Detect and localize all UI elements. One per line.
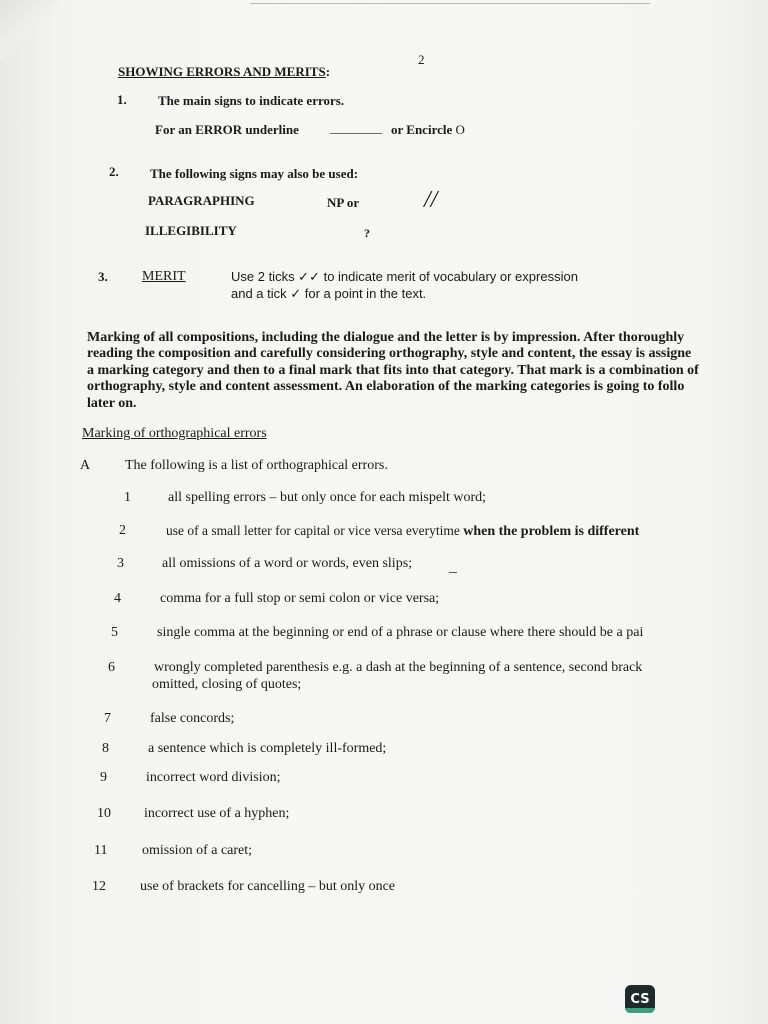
paragraph-line: Marking of all compositions, including the dialogue and the letter is by impression. After thoroughly	[87, 330, 685, 345]
section3-number: 3.	[98, 269, 108, 284]
error-instruction: For an ERROR underline	[155, 122, 299, 137]
error-number: 5	[111, 625, 118, 640]
scanner-logo	[625, 985, 655, 1013]
error-item: omission of a caret;	[142, 843, 253, 858]
section1-title: The main signs to indicate errors.	[158, 93, 345, 108]
paragraph-line: reading the composition and carefully considering orthography, style and content, the essay is assigne	[87, 346, 692, 362]
error-number: 8	[102, 741, 109, 756]
error-number: 11	[94, 843, 108, 858]
error-item: incorrect word division;	[146, 770, 281, 785]
paragraph-symbol: //	[424, 187, 438, 213]
paragraph-line: later on.	[87, 395, 137, 411]
error-number: 2	[119, 523, 126, 538]
encircle-label: or Encircle	[391, 122, 453, 137]
heading-colon: :	[325, 64, 331, 79]
orthography-heading: Marking of orthographical errors	[82, 426, 267, 441]
error-item: single comma at the beginning or end of a phrase or clause where there should be a pai	[157, 625, 644, 640]
illegibility-label: ILLEGIBILITY	[145, 223, 237, 238]
section1-number: 1.	[117, 92, 127, 107]
error-number: 4	[114, 591, 121, 606]
page-number: 2	[418, 52, 425, 67]
underline-blank: ________	[330, 120, 382, 135]
error-item: use of brackets for cancelling – but only once	[140, 879, 396, 894]
error-number: 7	[104, 711, 111, 726]
encircle-text	[391, 122, 465, 138]
error-number: 12	[92, 879, 106, 894]
error-item: all spelling errors – but only once for each mispelt word;	[168, 490, 487, 505]
top-edge-line	[250, 3, 650, 4]
error-item: incorrect use of a hyphen;	[144, 806, 290, 821]
error-item-bold-tail: when the problem is different	[463, 524, 640, 539]
error-number: 1	[124, 490, 131, 505]
error-item	[166, 523, 639, 540]
circle-symbol: O	[455, 122, 465, 137]
paragraph-line: a marking category and then to a final mark that fits into that category. That mark is a combination of	[87, 362, 699, 378]
merit-line-2: and a tick ✓ for a point in the text.	[231, 286, 427, 301]
stray-mark	[449, 572, 457, 573]
merit-label: MERIT	[142, 269, 186, 284]
folded-corner	[0, 0, 60, 60]
section2-title: The following signs may also be used:	[150, 166, 359, 181]
error-number: 9	[100, 770, 107, 785]
error-item: all omissions of a word or words, even slips;	[162, 556, 413, 571]
scanner-logo-text: CS	[630, 991, 650, 1007]
error-item: a sentence which is completely ill-formed;	[148, 741, 387, 756]
error-item: comma for a full stop or semi colon or vice versa;	[160, 591, 440, 606]
error-number: 10	[97, 806, 111, 821]
list-letter: A	[80, 458, 91, 473]
error-item: false concords;	[150, 711, 235, 726]
merit-line-1: Use 2 ticks ✓✓ to indicate merit of vocabulary or expression	[231, 269, 578, 284]
paragraphing-sign: NP or	[327, 195, 360, 210]
paragraph-line: orthography, style and content assessment. An elaboration of the marking categories is going to follo	[87, 379, 685, 395]
impression-paragraph	[87, 330, 703, 412]
heading-text: SHOWING ERRORS AND MERITS	[118, 64, 326, 79]
error-item-text: use of a small letter for capital or vice versa everytime	[166, 523, 460, 538]
section2-number: 2.	[109, 164, 119, 179]
illegibility-sign: ?	[364, 226, 370, 240]
section-heading	[118, 64, 330, 80]
error-number: 3	[117, 556, 124, 571]
list-intro: The following is a list of orthographical errors.	[125, 458, 388, 473]
error-number: 6	[108, 660, 115, 675]
error-item: wrongly completed parenthesis e.g. a dash at the beginning of a sentence, second brack	[154, 660, 643, 675]
error-item-continuation: omitted, closing of quotes;	[152, 677, 302, 692]
paragraphing-label: PARAGRAPHING	[148, 193, 255, 208]
